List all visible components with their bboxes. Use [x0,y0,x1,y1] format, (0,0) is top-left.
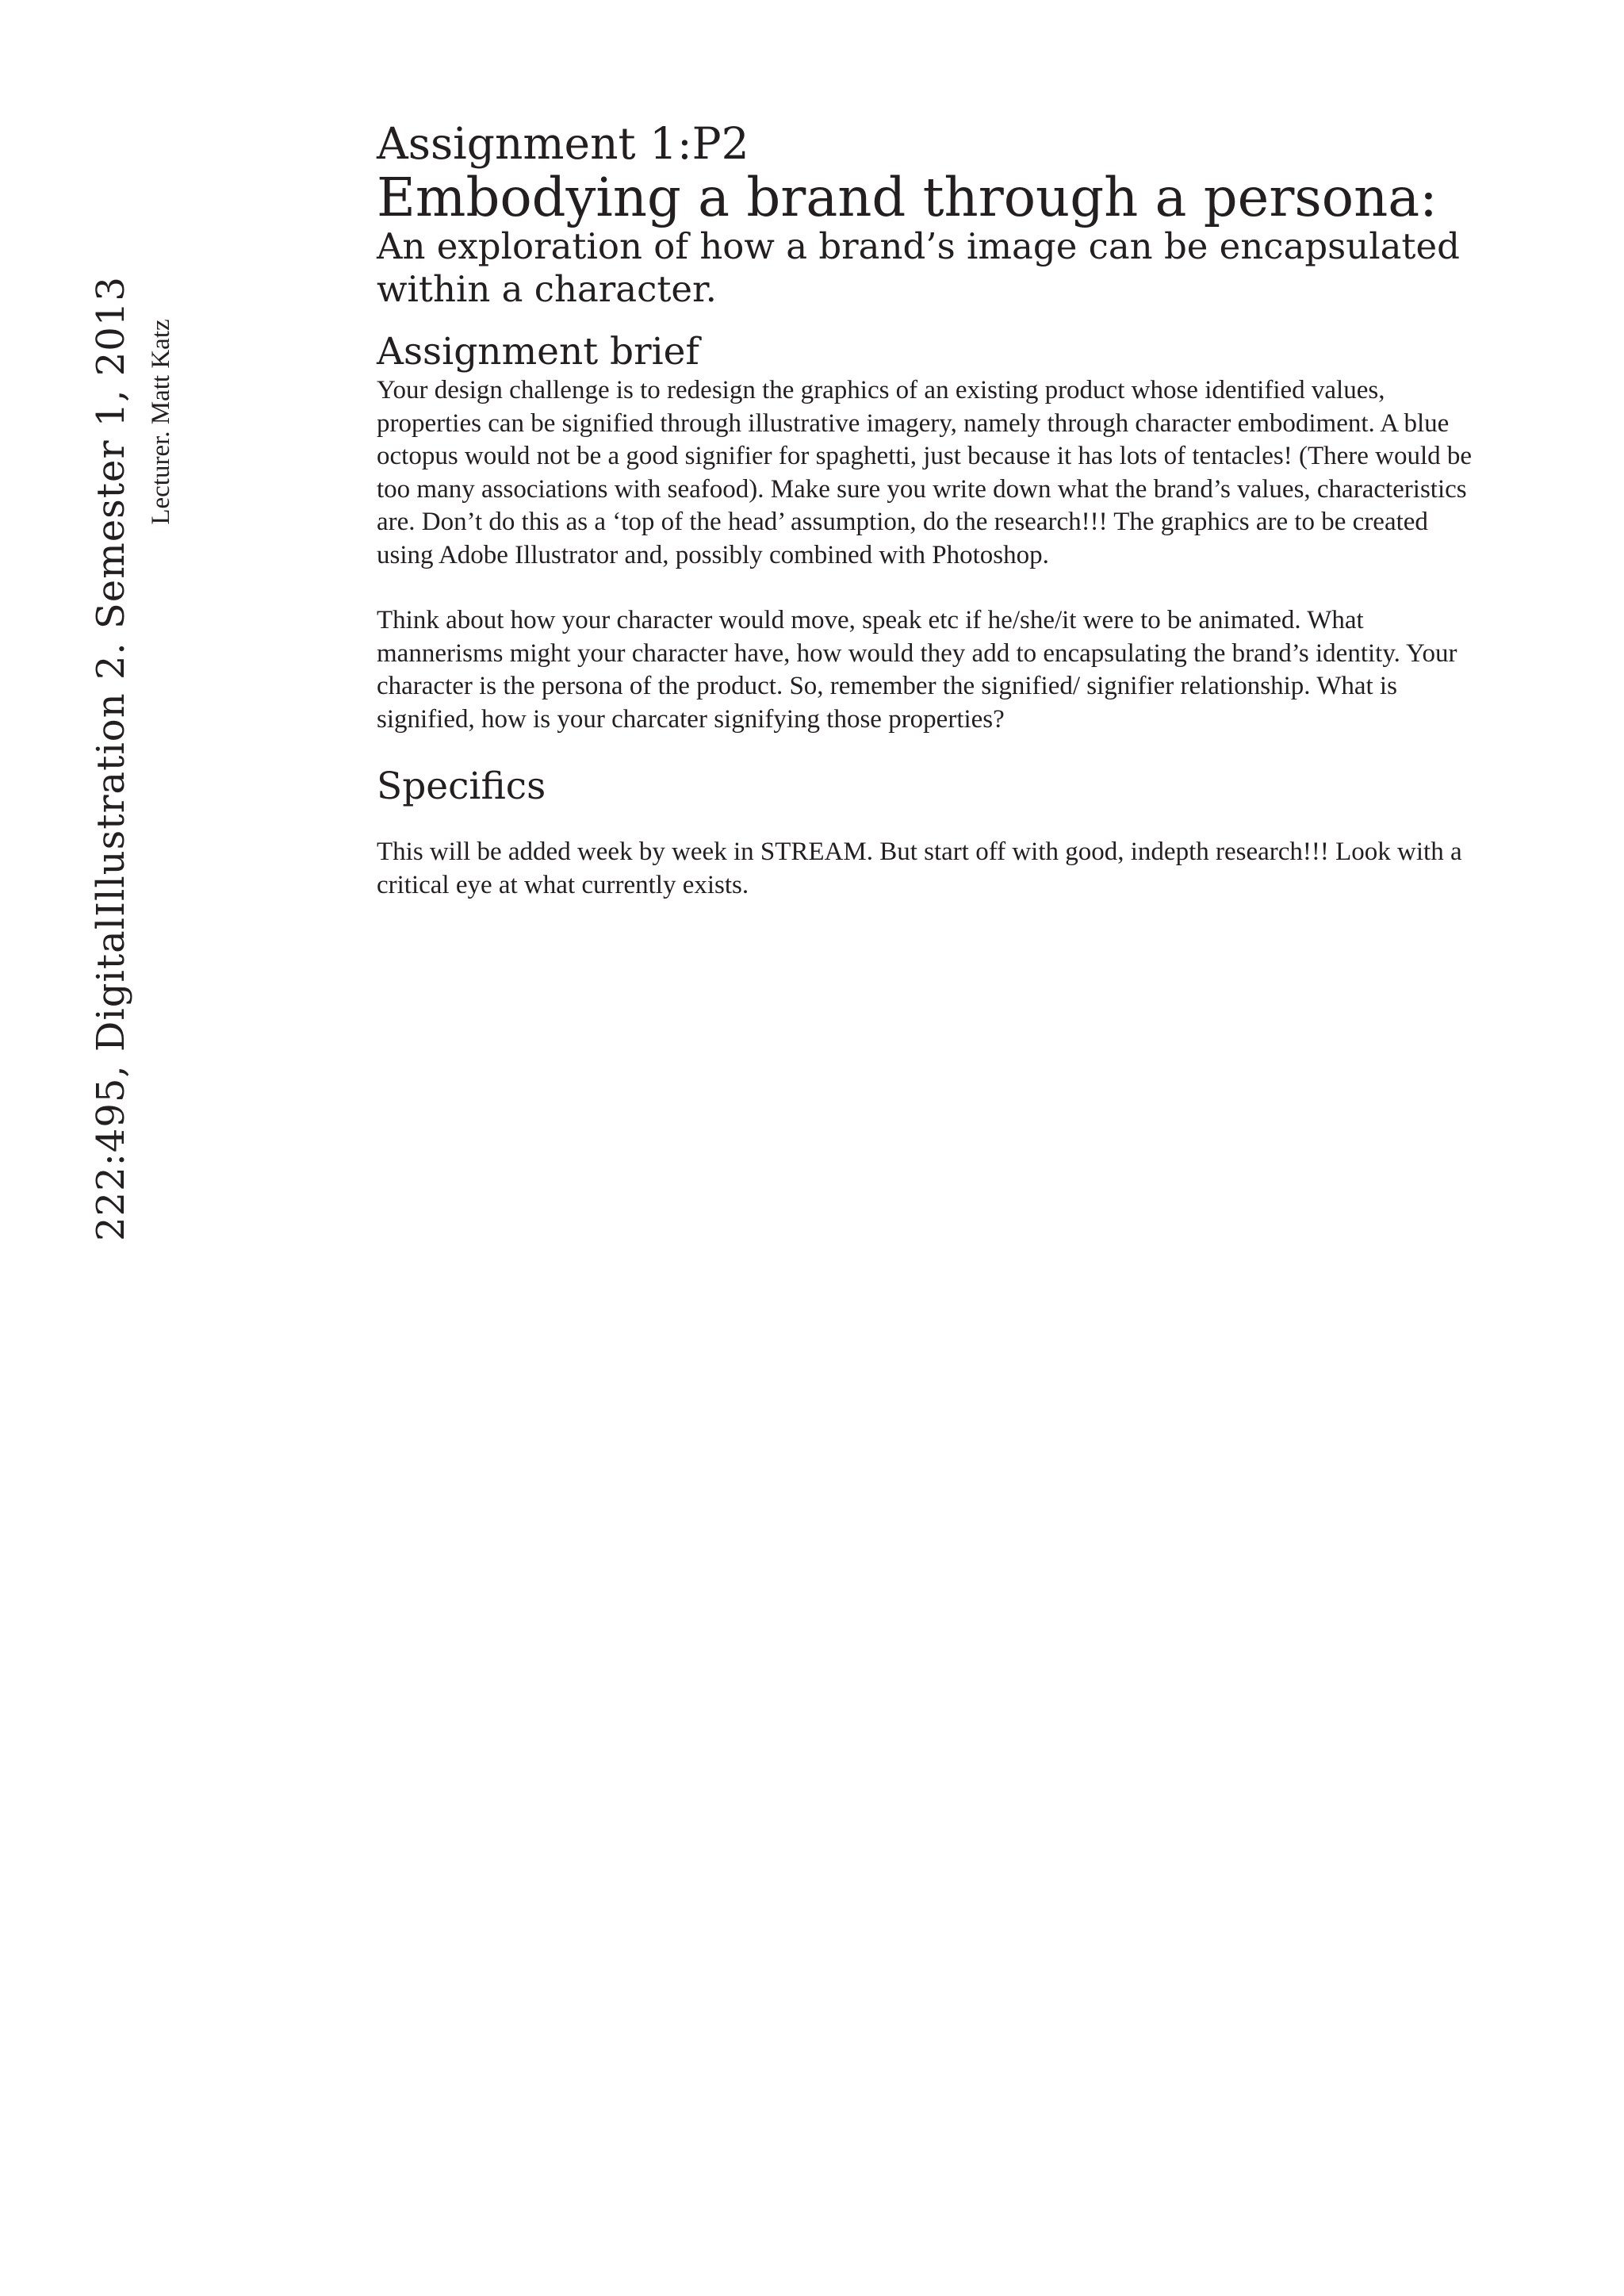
assignment-brief-heading: Assignment brief [377,330,699,374]
course-title-vertical: 222:495, DigitalIllustration 2. Semester 1, 2013 [89,276,133,1241]
assignment-number: Assignment 1:P2 [377,118,749,169]
brief-paragraph-2: Think about how your character would move, speak etc if he/she/it were to be animated. What mannerisms might your character have, how would they add to encapsulating the brand’s identity. Your character is the persona of the product. So, remember the signified/ signifier relationship. What is signified, how is your charcater signifying those properties? [377,606,1457,734]
page-subtitle: An exploration of how a brand’s image can be encapsulated within a character. [377,225,1460,310]
main-content [377,117,1503,902]
brief-paragraph-1: Your design challenge is to redesign the graphics of an existing product whose identified values, properties can be signified through illustrative imagery, namely through character embodiment. A blue octopus would not be a good signifier for spaghetti, just because it has lots of tentacles! (There would be too many associations with seafood). Make sure you write down what the brand’s values, characteristics are. Don’t do this as a ‘top of the head’ assumption, do the research!!! The graphics are to be created using Adobe Illustrator and, possibly combined with Photoshop. [377,376,1473,569]
lecturer-name-vertical: Lecturer. Matt Katz [147,319,175,525]
specifics-heading: Specifics [377,765,546,808]
specifics-paragraph: This will be added week by week in STREAM. But start off with good, indepth research!!! Look with a critical eye at what currently exists. [377,838,1462,899]
page-title: Embodying a brand through a persona: [377,167,1438,228]
